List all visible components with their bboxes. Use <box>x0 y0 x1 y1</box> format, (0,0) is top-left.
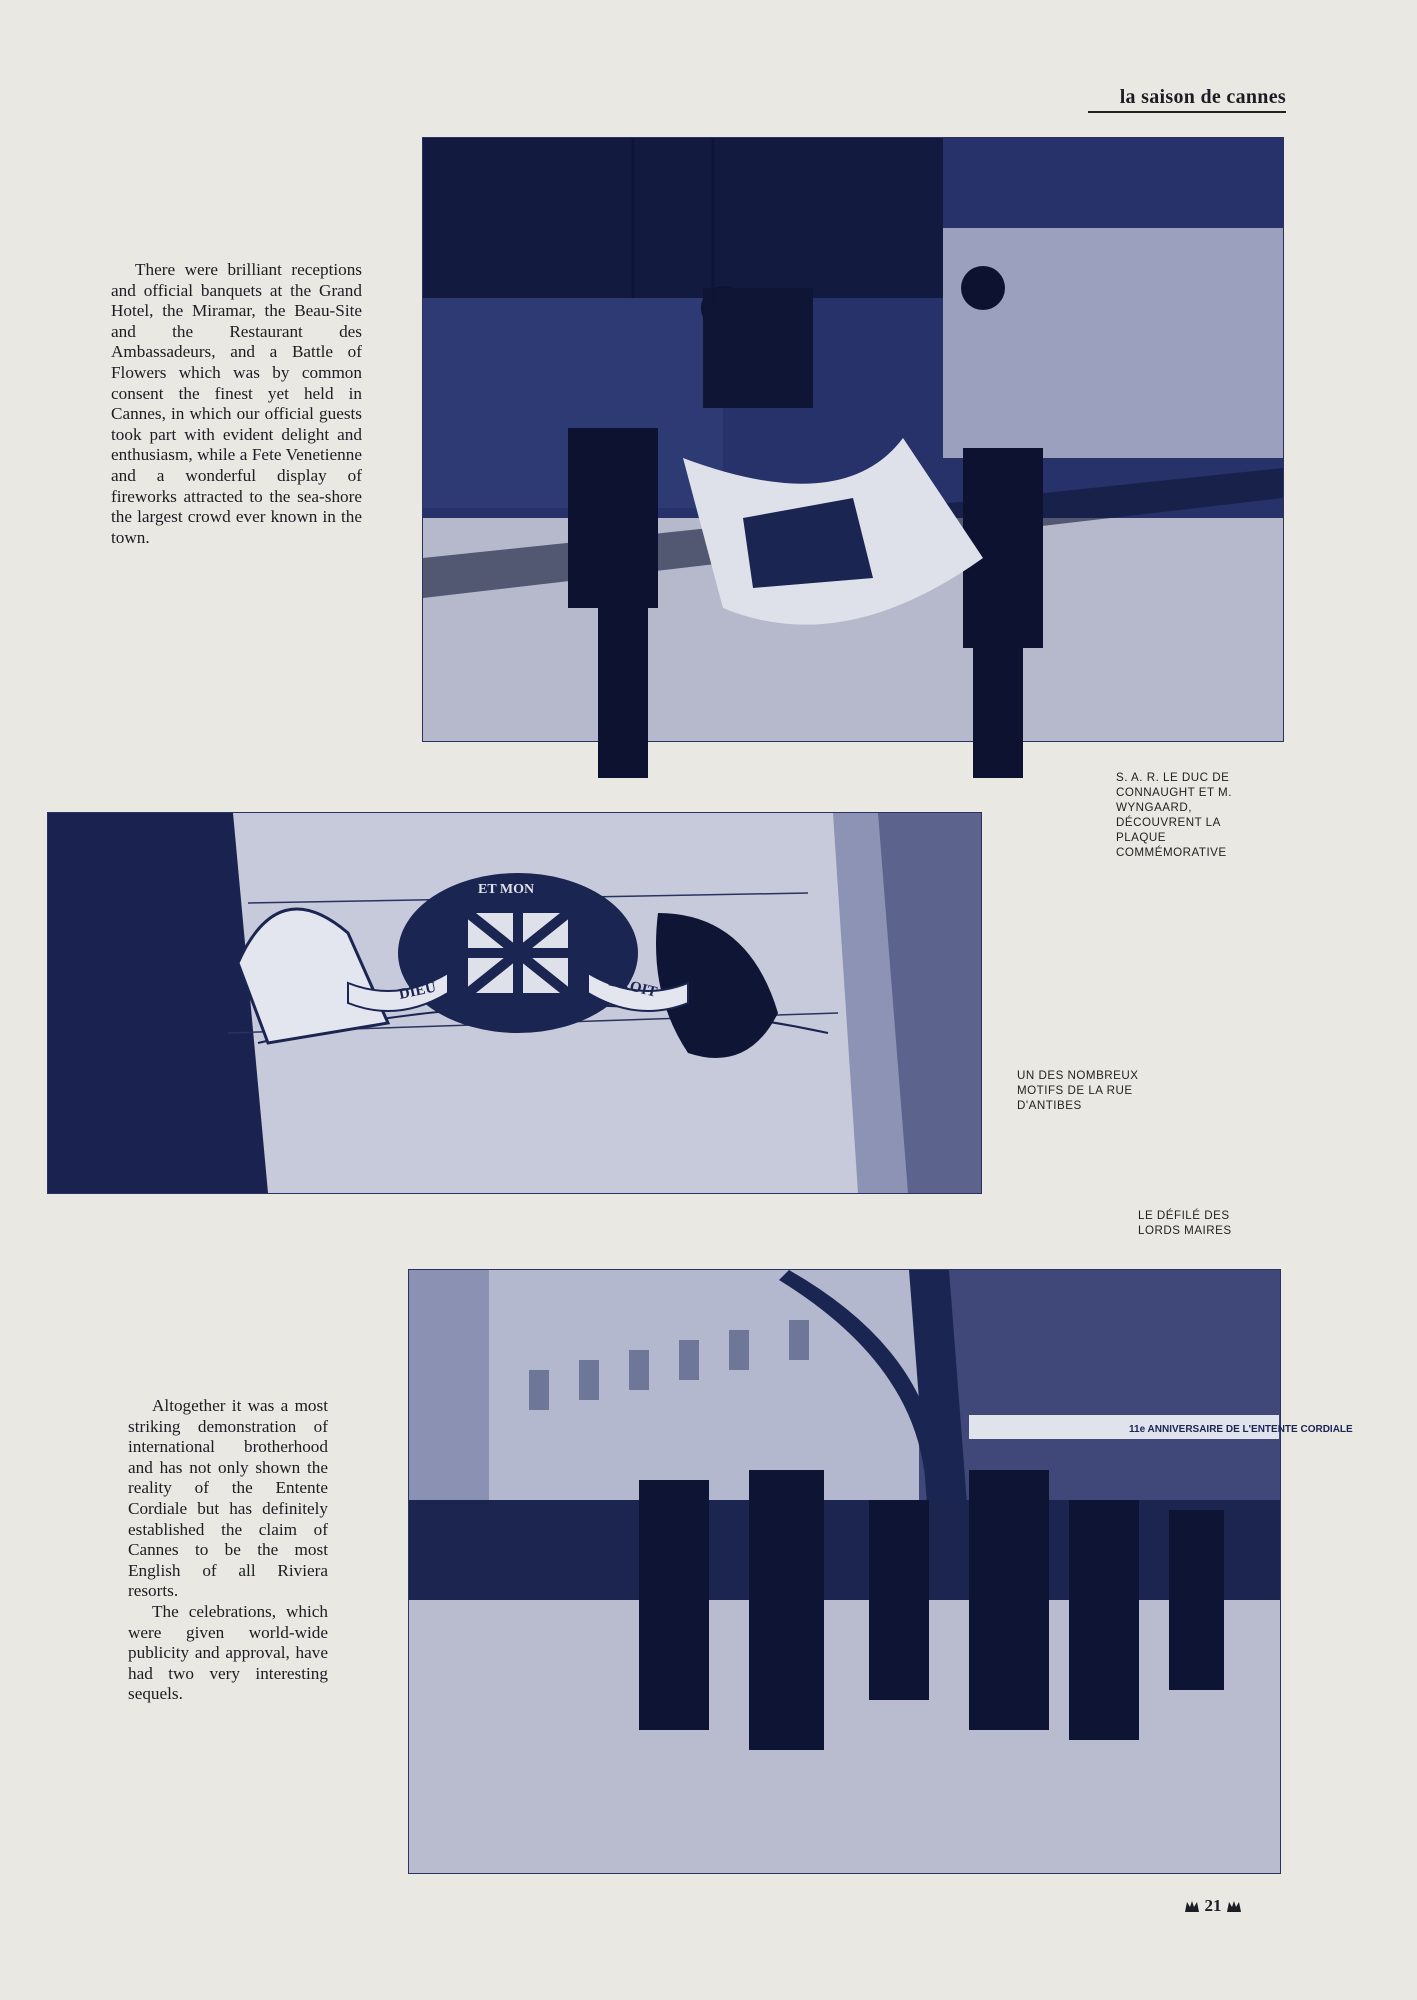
text-block-top <box>111 260 362 548</box>
text-block-bottom <box>128 1396 328 1705</box>
page-number-text: 21 <box>1204 1896 1222 1915</box>
caption-defile: LE DÉFILÉ DES LORDS MAIRES <box>1138 1209 1232 1237</box>
paragraph: There were brilliant receptions and official banquets at the Grand Hotel, the Miramar, the Beau-Site and the Restaurant des Ambassadeurs, and a Battle of Flowers which was by common consent the finest yet held in Cannes, in which our official guests took part with evident delight and enthusiasm, while a Fete Venetienne and a wonderful display of fireworks attracted to the sea-shore the largest crowd ever known in the town. <box>111 260 362 547</box>
photo-plaque-unveiling <box>423 138 1283 741</box>
photo-rue-antibes-decoration <box>48 813 981 1193</box>
caption-rue-antibes: UN DES NOMBREUX MOTIFS DE LA RUE D'ANTIBES <box>1017 1069 1139 1112</box>
banner-text: 11e ANNIVERSAIRE DE L'ENTENTE CORDIALE <box>1129 1424 1353 1435</box>
motto-left-text: DIEU <box>397 979 438 1003</box>
running-title: la saison de cannes <box>1088 86 1286 113</box>
page-number <box>1178 1896 1248 1916</box>
photo-lord-mayors-procession <box>409 1270 1353 1873</box>
ornament-icon <box>1184 1900 1200 1913</box>
paragraph: Altogether it was a most striking demonstration of international brotherhood and has not only shown the reality of the Entente Cordiale but has definitely established the claim of Cannes to be the most English of all Riviera resorts. <box>128 1396 328 1601</box>
paragraph: The celebrations, which were given world-wide publicity and approval, have had two very interesting sequels. <box>128 1601 328 1704</box>
motto-top-text: ET MON <box>478 882 535 897</box>
motto-right-text: DROIT <box>607 973 659 1001</box>
ornament-icon <box>1226 1900 1242 1913</box>
caption-plaque: S. A. R. LE DUC DE CONNAUGHT ET M. WYNGAARD, DÉCOUVRENT LA PLAQUE COMMÉMORATIVE <box>1116 771 1232 859</box>
